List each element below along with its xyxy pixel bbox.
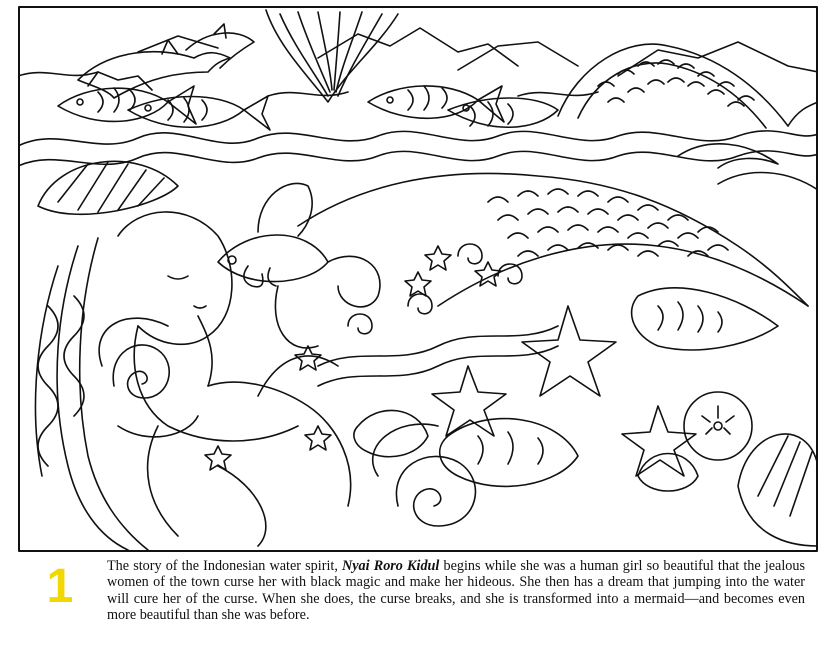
caption-intro: The story of the Indonesian water spirit, <box>107 558 343 574</box>
starfish-icon <box>432 306 696 476</box>
caption-body: begins while she was a human girl so beautiful that the jealous women of the town curse her with black magic and make her hideous. She then has a dream that jumping into the water will cure her of the curse. When she does, the curse breaks, and she is transformed into a mermaid—and becomes even more beautiful than she was before. <box>107 558 805 623</box>
sand-dollar-icon <box>684 392 752 460</box>
spirit-name: Nyai Roro Kidul <box>342 558 440 574</box>
seashell-icon <box>38 161 178 214</box>
mermaid-arm <box>118 356 338 546</box>
coloring-illustration <box>18 6 818 552</box>
illustration-border <box>19 7 817 551</box>
conch-shell-icon <box>354 288 778 486</box>
mermaid-tail-fin <box>266 10 398 102</box>
betta-fish-icon <box>218 183 380 348</box>
caption-text <box>107 558 805 623</box>
fish-icon <box>368 86 558 127</box>
mermaid-figure <box>35 212 350 550</box>
page-number: 1 <box>46 560 74 613</box>
seashell-icon <box>638 434 818 546</box>
seashell-icon <box>373 424 476 526</box>
fish-icon <box>58 72 270 130</box>
mermaid-tail <box>298 173 808 306</box>
star-icon <box>205 246 501 470</box>
dolphin-icon <box>78 24 254 98</box>
